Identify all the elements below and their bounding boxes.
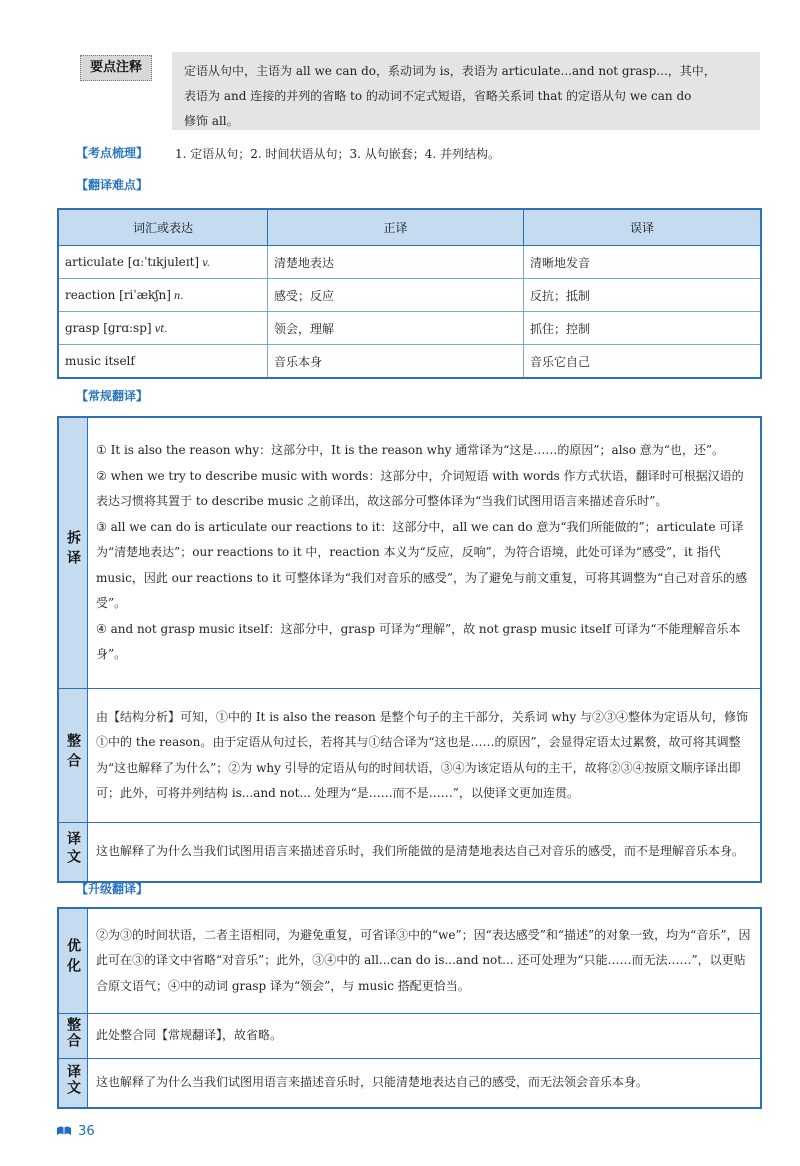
yi-content: 这也解释了为什么当我们试图用语言来描述音乐时，我们所能做的是清楚地表达自己对音乐的感受，而不是理解音乐本身。 [88,823,762,883]
vocab-wrong: 反抗；抵制 [524,279,762,312]
vocab-term-cell [58,279,268,312]
chai-item: ③ all we can do is articulate our reactions to it：这部分中，all we can do 意为“我们所能做的”；articulate 可译为“清楚地表达”；our reactions to it 中，reaction 本义为“反应，反响”，为符合语境，此处可译为“感受”，it 指代 music，因此 our reactions to it 可整体译为“我们对音乐的感受”，为了避免与前文重复，可将其调整为“自己对音乐的感受”。 [96,519,748,611]
chai-label-text: 拆译 [65,530,81,570]
yi2-label [58,1059,88,1109]
zheng-row [58,689,761,823]
kaodian-label: 【考点梳理】 [76,146,149,160]
changgui-table [57,416,762,883]
chai-item: ② when we try to describe music with words：这部分中，介词短语 with words 作方式状语，翻译时可根据汉语的表达习惯将其置于 to describe music 之前译出，故这部分可整体译为“当我们试图用语言来描述音乐时”。 [96,468,744,509]
vocab-correct: 领会，理解 [268,312,524,345]
note-line: 表语为 and 连接的并列的省略 to 的动词不定式短语，省略关系词 that 的定语从句 we can do [184,89,692,103]
chai-row [58,417,761,689]
chai-label [58,417,88,689]
you-row [58,908,761,1014]
chai-item: ① It is also the reason why：这部分中，It is the reason why 通常译为“这是……的原因”；also 意为“也，还”。 [96,443,725,458]
zheng-label [58,689,88,823]
vocab-row [58,312,761,345]
vocab-header: 正译 [268,209,524,246]
vocab-row [58,279,761,312]
yi-row [58,823,761,883]
chai-content [88,417,762,689]
vocab-table [57,208,762,379]
vocab-term-cell [58,312,268,345]
yi-label-text: 译文 [65,831,81,867]
page-number [56,1124,95,1139]
you-label-text: 优化 [65,938,81,978]
vocab-header-row [58,209,761,246]
zheng2-label [58,1014,88,1059]
vocab-term: grasp [ɡrɑːsp] [65,321,152,335]
zheng2-label-text: 整合 [65,1017,81,1049]
vocab-header: 词汇或表达 [58,209,268,246]
yi-label [58,823,88,883]
vocab-wrong: 清晰地发音 [524,246,762,279]
vocab-pos: v. [202,258,210,269]
note-line: 修饰 all。 [184,114,239,128]
nandian-label: 【翻译难点】 [76,178,149,192]
yi2-row [58,1059,761,1109]
vocab-correct: 清楚地表达 [268,246,524,279]
yi2-content: 这也解释了为什么当我们试图用语言来描述音乐时，只能清楚地表达自己的感受，而无法领会音乐本身。 [88,1059,762,1109]
you-label [58,908,88,1014]
vocab-row [58,345,761,379]
vocab-row [58,246,761,279]
vocab-term: reaction [riˈækʃn] [65,288,171,302]
vocab-term-cell [58,345,268,379]
note-line: 定语从句中，主语为 all we can do，系动词为 is，表语为 articulate...and not grasp...，其中， [184,64,716,78]
you-content: ②为③的时间状语，二者主语相同，为避免重复，可省译③中的“we”；因“表达感受”和“描述”的对象一致，均为“音乐”，因此可在③的译文中省略“对音乐”；此外，③④中的 all...can do is...and not... 还可处理为“只能……而无法……”，以更贴合原文语气；④中的动词 grasp 译为“领会”，与 music 搭配更恰当。 [88,908,762,1014]
vocab-term: articulate [ɑːˈtɪkjuleɪt] [65,255,200,269]
changgui-label: 【常规翻译】 [76,389,149,403]
zheng2-content: 此处整合同【常规翻译】，故省略。 [88,1014,762,1059]
vocab-wrong: 抓住；控制 [524,312,762,345]
kaodian-text: 1. 定语从句；2. 时间状语从句；3. 从句嵌套；4. 并列结构。 [175,147,501,161]
vocab-wrong: 音乐它自己 [524,345,762,379]
vocab-term: music itself [65,354,135,368]
vocab-pos: vt. [154,324,168,335]
shengji-label: 【升级翻译】 [76,882,149,896]
note-box [172,52,760,130]
note-label: 要点注释 [80,55,152,81]
zheng-label-text: 整合 [65,732,81,773]
shengji-table [57,907,762,1109]
page-number-text: 36 [78,1124,95,1139]
zheng2-row [58,1014,761,1059]
vocab-correct: 音乐本身 [268,345,524,379]
book-icon [56,1124,76,1139]
zheng-content: 由【结构分析】可知，①中的 It is also the reason 是整个句子的主干部分，关系词 why 与②③④整体为定语从句，修饰①中的 the reason。由于定语从句过长，若将其与①结合译为“这也是……的原因”，会显得定语太过累赘，故可将其调整为“这也解释了为什么”；②为 why 引导的定语从句的时间状语，③④为该定语从句的主干，故将②③④按原文顺序译出即可；此外，可将并列结构 is...and not... 处理为“是……而不是……”，以使译文更加连贯。 [88,689,762,823]
vocab-header: 误译 [524,209,762,246]
vocab-term-cell [58,246,268,279]
vocab-correct: 感受；反应 [268,279,524,312]
chai-item: ④ and not grasp music itself：这部分中，grasp 可译为“理解”，故 not grasp music itself 可译为“不能理解音乐本身”。 [96,621,741,662]
vocab-pos: n. [173,291,184,302]
yi2-label-text: 译文 [65,1064,81,1096]
